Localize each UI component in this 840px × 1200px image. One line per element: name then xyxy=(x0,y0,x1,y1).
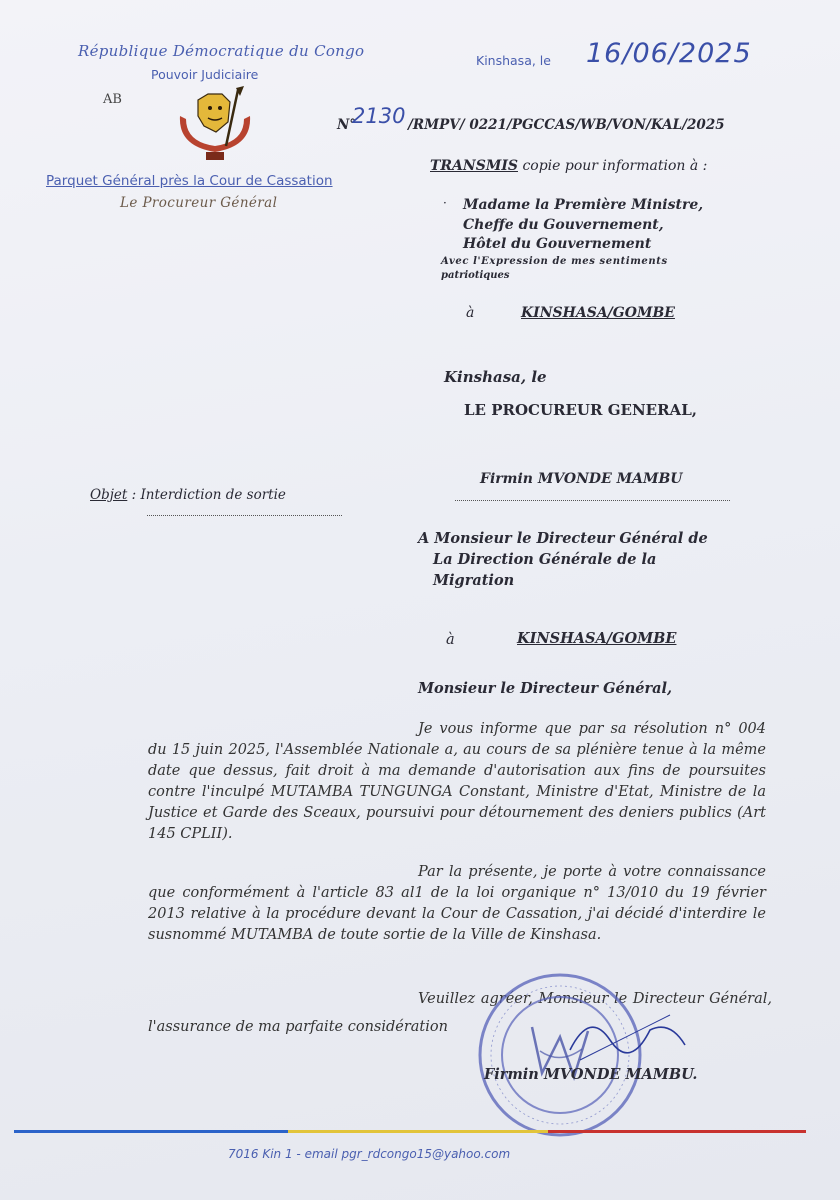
body-paragraph-2 xyxy=(148,862,766,946)
coat-of-arms-emblem xyxy=(170,86,260,166)
body-paragraph-2-text: Par la présente, je porte à votre connaissance que conformément à l'article 83 al1 de la loi organique n° 13/010 du 19 février 2013 relative à la procédure devant la Cour de Cassation, j'ai décidé d'interdire le susnommé MUTAMBA de toute sortie de la Ville de Kinshasa. xyxy=(148,864,766,943)
transmis-a: à xyxy=(466,305,475,321)
objet-value: : Interdiction de sortie xyxy=(131,487,286,503)
objet-dotted-line xyxy=(147,515,342,516)
signature-name: Firmin MVONDE MAMBU. xyxy=(484,1066,698,1083)
addressee-line3: Migration xyxy=(433,572,515,589)
reference-number: 2130 xyxy=(352,104,406,128)
kinshasa-le: Kinshasa, le xyxy=(444,368,547,386)
body-paragraph-1 xyxy=(148,719,766,845)
recipient-line2: Cheffe du Gouvernement, xyxy=(463,217,664,233)
salutation: Monsieur le Directeur Général, xyxy=(418,680,673,697)
addressee-a: à xyxy=(446,632,455,648)
procureur-title: LE PROCUREUR GENERAL, xyxy=(464,401,697,419)
republic-heading: République Démocratique du Congo xyxy=(78,42,365,60)
bullet-dot: · xyxy=(443,196,447,210)
reference-code: /RMPV/ 0221/PGCCAS/WB/VON/KAL/2025 xyxy=(408,117,725,133)
signature-scribble xyxy=(560,1000,700,1070)
transmis-label: TRANSMIS xyxy=(430,158,518,174)
expression-line2: patriotiques xyxy=(441,270,510,281)
handwritten-date: 16/06/2025 xyxy=(586,38,752,69)
pouvoir-judiciaire: Pouvoir Judiciaire xyxy=(151,67,259,82)
parquet-general: Parquet Général près la Cour de Cassation xyxy=(46,173,333,189)
objet-label: Objet xyxy=(90,487,128,503)
expression-line1: Avec l'Expression de mes sentiments xyxy=(441,256,668,267)
name-dotted-line xyxy=(455,500,730,501)
procureur-script: Le Procureur Général xyxy=(120,195,278,211)
addressee-line2: La Direction Générale de la xyxy=(433,551,657,568)
transmis-city: KINSHASA/GOMBE xyxy=(521,305,675,321)
addressee-city: KINSHASA/GOMBE xyxy=(517,630,677,647)
reference-prefix: N° xyxy=(337,117,357,133)
body-paragraph-1-text: Je vous informe que par sa résolution n° 004 du 15 juin 2025, l'Assemblée Nationale a, au cours de sa plénière tenue à la même date que dessus, fait droit à ma demande d'autorisation aux fins de poursuites contre l'inculpé MUTAMBA TUNGUNGA Constant, Ministre d'Etat, Ministre de la Justice et Garde des Sceaux, poursuivi pour détournement des deniers publics (Art 145 CPLII). xyxy=(148,721,766,842)
flag-bar-red xyxy=(548,1130,806,1133)
flag-bar-blue xyxy=(14,1130,288,1133)
addressee-line1: A Monsieur le Directeur Général de xyxy=(418,530,708,547)
closing-text: Veuillez agréer, Monsieur le Directeur Général, l'assurance de ma parfaite considération xyxy=(148,991,772,1035)
transmis-line xyxy=(430,158,707,174)
objet-line xyxy=(90,487,286,503)
footer-contact: 7016 Kin 1 - email pgr_rdcongo15@yahoo.com xyxy=(228,1147,511,1161)
procureur-name: Firmin MVONDE MAMBU xyxy=(480,471,683,487)
place-date-label: Kinshasa, le xyxy=(476,53,551,68)
transmis-text: copie pour information à : xyxy=(522,158,708,174)
initials: AB xyxy=(103,92,122,107)
recipient-line1: Madame la Première Ministre, xyxy=(463,197,704,213)
recipient-line3: Hôtel du Gouvernement xyxy=(463,236,652,252)
flag-bar-yellow xyxy=(288,1130,548,1133)
